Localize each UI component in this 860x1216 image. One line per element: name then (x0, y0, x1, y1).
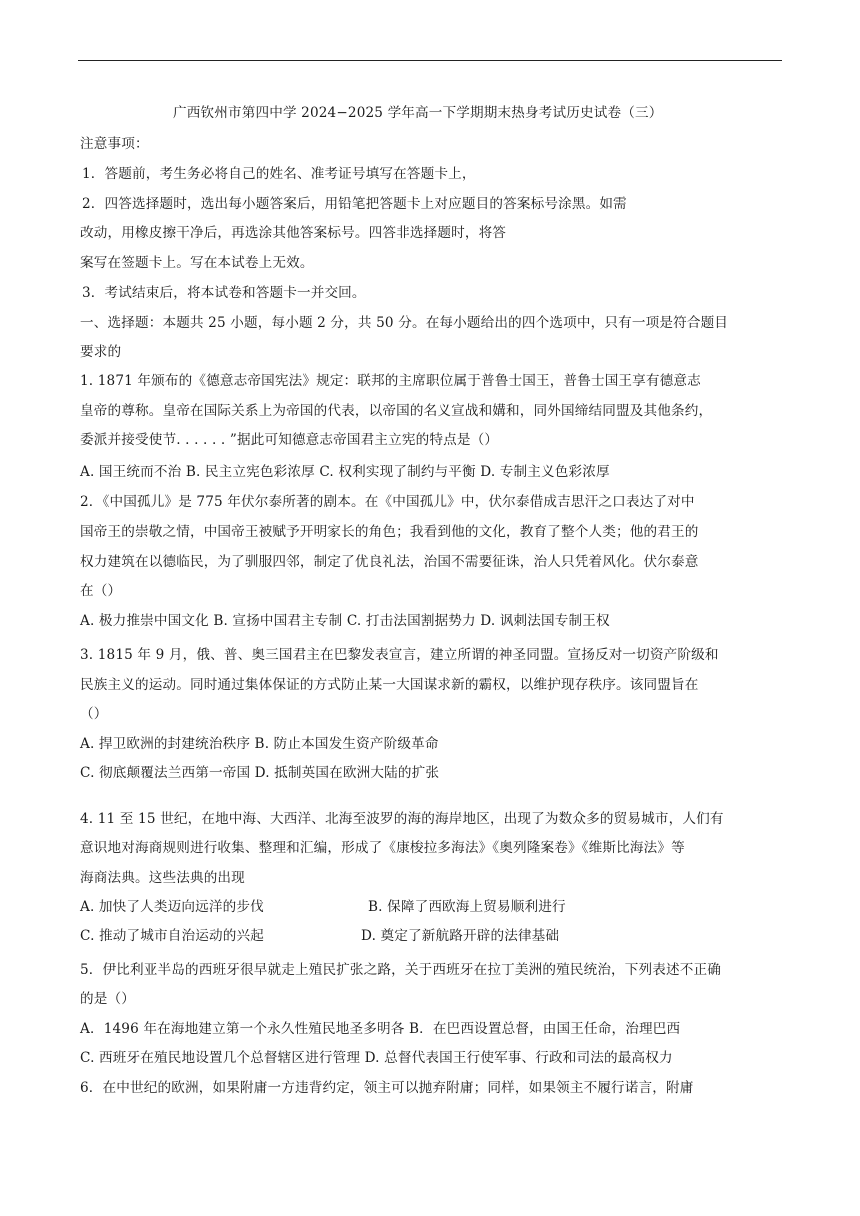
q2-text: 在（） (80, 583, 122, 599)
notice-item: 3．考试结束后，将本试卷和答题卡一并交回。 (82, 285, 366, 301)
q3-text: 3. 1815 年 9 月，俄、普、奥三国君主在巴黎发表宣言，建立所谓的神圣同盟。宣扬反对一切资产阶级和 (80, 647, 719, 663)
section-heading-cont: 要求的 (80, 344, 122, 360)
q4-option-c: C. 推动了城市自治运动的兴起 (80, 928, 264, 944)
q5-options: C. 西班牙在殖民地设置几个总督辖区进行管理 D. 总督代表国王行使军事、行政和司法的最高权力 (80, 1050, 673, 1066)
q4-text: 4. 11 至 15 世纪，在地中海、大西洋、北海至波罗的海的海岸地区，出现了为数众多的贸易城市，人们有 (80, 811, 724, 827)
q5-options: A．1496 年在海地建立第一个永久性殖民地圣多明各 B．在巴西设置总督，由国王任命，治理巴西 (80, 1021, 681, 1037)
q5-text: 的是（） (80, 991, 135, 1007)
notice-item: 2．四答选择题时，选出每小题答案后，用铅笔把答题卡上对应题目的答案标号涂黑。如需 (82, 196, 627, 212)
q6-text: 6．在中世纪的欧洲，如果附庸一方违背约定，领主可以抛弃附庸；同样，如果领主不履行诺言，附庸 (80, 1080, 694, 1096)
q1-options: A. 国王统而不治 B. 民主立宪色彩浓厚 C. 权利实现了制约与平衡 D. 专制主义色彩浓厚 (80, 464, 610, 480)
q1-text: 1. 1871 年颁布的《德意志帝国宪法》规定：联邦的主席职位属于普鲁士国王，普鲁士国王享有德意志 (80, 373, 701, 389)
notice-heading: 注意事项： (80, 136, 149, 152)
header-rule (78, 60, 782, 61)
q3-options: C. 彻底颠覆法兰西第一帝国 D. 抵制英国在欧洲大陆的扩张 (80, 765, 440, 781)
exam-title: 广西钦州市第四中学 2024−2025 学年高一下学期期末热身考试历史试卷（三） (173, 105, 663, 121)
q3-text: （） (80, 706, 108, 722)
q2-text: 国帝王的崇敬之情，中国帝王被赋予开明家长的角色；我看到他的文化，教育了整个人类；他的君王的 (80, 524, 699, 540)
q4-option-b: B. 保障了西欧海上贸易顺利进行 (368, 899, 566, 915)
q2-options: A. 极力推崇中国文化 B. 宣扬中国君主专制 C. 打击法国割据势力 D. 讽刺法国专制王权 (80, 613, 610, 629)
q1-text: 委派并接受使节. . . . . . ”据此可知德意志帝国君主立宪的特点是（） (80, 432, 499, 448)
section-heading: 一、选择题：本题共 25 小题，每小题 2 分，共 50 分。在每小题给出的四个选项中，只有一项是符合题目 (80, 315, 729, 331)
q4-text: 海商法典。这些法典的出现 (80, 870, 245, 886)
q1-text: 皇帝的尊称。皇帝在国际关系上为帝国的代表，以帝国的名义宣战和媾和，同外国缔结同盟及其他条约， (80, 403, 713, 419)
q5-text: 5．伊比利亚半岛的西班牙很早就走上殖民扩张之路，关于西班牙在拉丁美洲的殖民统治，下列表述不正确 (80, 962, 722, 978)
q4-option-a: A. 加快了人类迈向远洋的步伐 (80, 899, 264, 915)
q2-text: 权力建筑在以德临民，为了驯服四邻，制定了优良礼法，治国不需要征诛，治人只凭着风化。伏尔泰意 (80, 554, 699, 570)
q3-text: 民族主义的运动。同时通过集体保证的方式防止某一大国谋求新的霸权，以维护现存秩序。该同盟旨在 (80, 677, 699, 693)
q4-option-d: D. 奠定了新航路开辟的法律基础 (361, 928, 560, 944)
notice-item: 改动，用橡皮擦干净后，再选涂其他答案标号。四答非选择题时，将答 (80, 225, 507, 241)
notice-item: 案写在签题卡上。写在本试卷上无效。 (80, 255, 314, 271)
q2-text: 2．《中国孤儿》是 775 年伏尔泰所著的剧本。在《中国孤儿》中，伏尔泰借成吉思汗之口表达了对中 (80, 494, 695, 510)
q4-text: 意识地对海商规则进行收集、整理和汇编，形成了《康梭拉多海法》《奥列隆案卷》《维斯比海法》等 (80, 840, 685, 856)
q3-options: A. 捍卫欧洲的封建统治秩序 B. 防止本国发生资产阶级革命 (80, 736, 439, 752)
notice-item: 1．答题前，考生务必将自己的姓名、准考证号填写在答题卡上， (82, 166, 476, 182)
